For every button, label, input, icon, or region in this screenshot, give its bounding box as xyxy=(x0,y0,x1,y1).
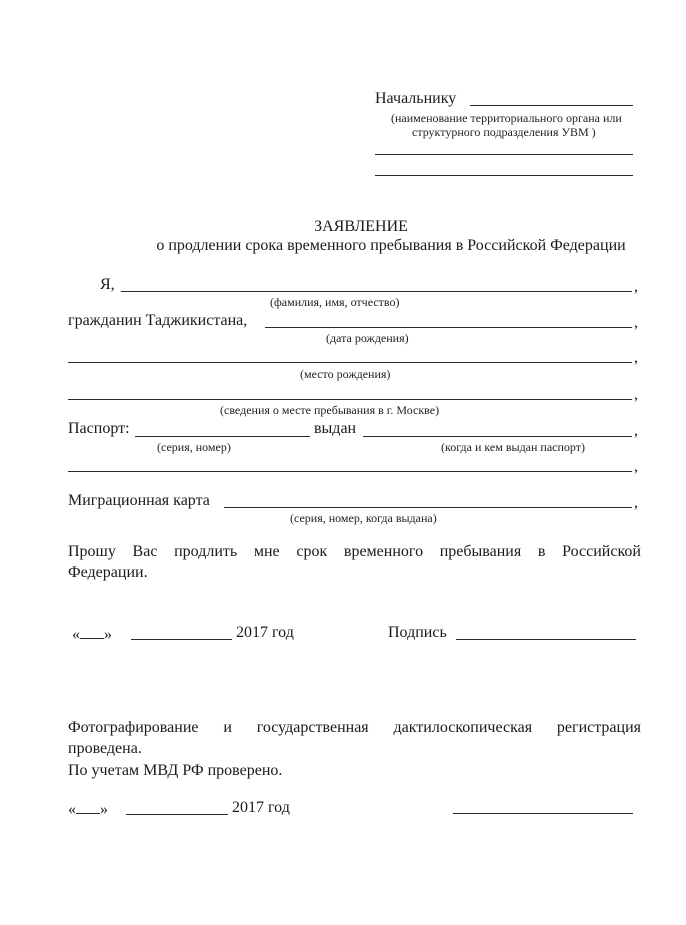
birth-place-field[interactable] xyxy=(68,348,632,363)
migration-card-caption: (серия, номер, когда выдана) xyxy=(290,511,437,525)
signature-label: Подпись xyxy=(388,624,447,641)
addressee-extra-field-1[interactable] xyxy=(375,140,633,155)
year-text: 2017 год xyxy=(236,624,294,641)
issued-label: выдан xyxy=(314,420,357,437)
quote-close: » xyxy=(100,801,108,818)
applicant-date xyxy=(72,624,112,644)
migration-card-field[interactable] xyxy=(224,493,632,508)
full-name-caption: (фамилия, имя, отчество) xyxy=(270,295,400,309)
official-date xyxy=(68,799,108,819)
official-line-3: По учетам МВД РФ проверено. xyxy=(68,762,283,779)
addressee-caption-1: (наименование территориального органа или xyxy=(391,111,622,125)
birth-place-caption: (место рождения) xyxy=(300,367,391,381)
quote-close: » xyxy=(104,626,112,643)
quote-open: « xyxy=(68,801,76,818)
comma: , xyxy=(634,458,638,475)
official-month-field[interactable] xyxy=(126,800,228,815)
request-line-1: Прошу Вас продлить мне срок временного пребывания в Российской xyxy=(68,543,641,560)
official-line-1: Фотографирование и государственная дактилоскопическая регистрация xyxy=(68,719,641,736)
passport-label: Паспорт: xyxy=(68,420,130,437)
migration-card-label: Миграционная карта xyxy=(68,492,210,509)
full-name-field[interactable] xyxy=(121,277,632,292)
passport-issued-field-continued[interactable] xyxy=(68,457,632,472)
document-subtitle: о продлении срока временного пребывания в Российской Федерации xyxy=(156,237,626,254)
passport-number-field[interactable] xyxy=(135,422,310,437)
passport-issued-field[interactable] xyxy=(363,422,632,437)
stay-place-field[interactable] xyxy=(68,385,632,400)
issued-caption: (когда и кем выдан паспорт) xyxy=(441,440,586,454)
birth-date-field[interactable] xyxy=(265,313,632,328)
birth-date-caption: (дата рождения) xyxy=(326,331,409,345)
document-title: ЗАЯВЛЕНИЕ xyxy=(314,218,408,235)
request-line-2: Федерации. xyxy=(68,564,148,581)
official-signature-field[interactable] xyxy=(453,799,633,814)
comma: , xyxy=(634,422,638,439)
citizen-label: гражданин Таджикистана, xyxy=(68,312,248,329)
quote-open: « xyxy=(72,626,80,643)
comma: , xyxy=(634,314,638,331)
comma: , xyxy=(634,494,638,511)
official-day-field[interactable] xyxy=(76,799,100,814)
month-field[interactable] xyxy=(131,625,232,640)
i-label: Я, xyxy=(100,276,115,293)
addressee-label: Начальнику xyxy=(375,90,457,107)
official-year-text: 2017 год xyxy=(232,799,290,816)
signature-field[interactable] xyxy=(456,625,636,640)
comma: , xyxy=(634,278,638,295)
comma: , xyxy=(634,349,638,366)
day-field[interactable] xyxy=(80,624,104,639)
addressee-field[interactable] xyxy=(470,91,633,106)
official-line-2: проведена. xyxy=(68,740,142,757)
comma: , xyxy=(634,386,638,403)
passport-number-caption: (серия, номер) xyxy=(157,440,231,454)
addressee-caption-2: структурного подразделения УВМ ) xyxy=(412,125,596,139)
stay-place-caption: (сведения о месте пребывания в г. Москве) xyxy=(220,403,440,417)
addressee-extra-field-2[interactable] xyxy=(375,161,633,176)
